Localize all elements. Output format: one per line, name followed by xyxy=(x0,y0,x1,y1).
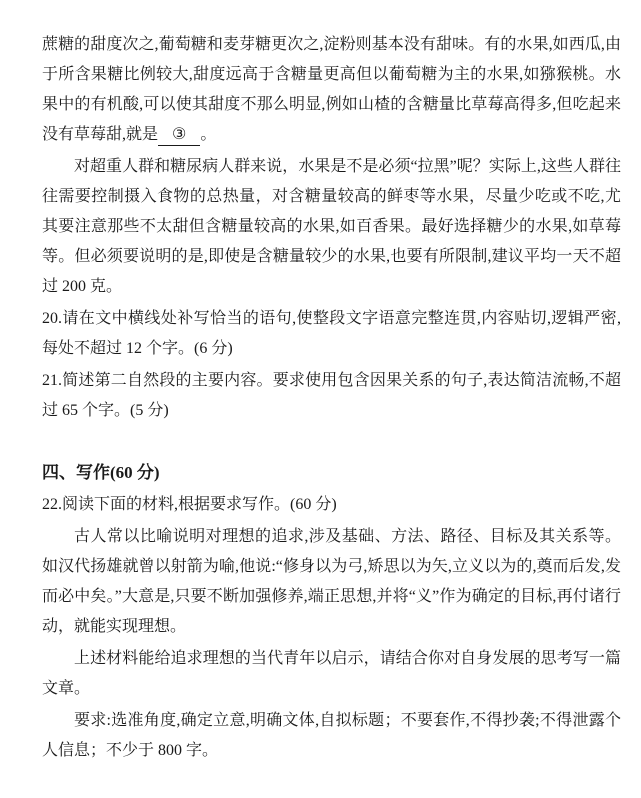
material-paragraph-1: 古人常以比喻说明对理想的追求,涉及基础、方法、路径、目标及其关系等。如汉代扬雄就曾以射箭为喻,他说:“修身以为弓,矫思以为矢,立义以为的,奠而后发,发而必中矣。”大意是,只要不断加强修养,端正思想,并将“义”作为确定的目标,再付诸行动，就能实现理想。 xyxy=(42,528,621,635)
passage-p1-period: 。 xyxy=(200,126,217,143)
passage-paragraph-1 xyxy=(42,30,621,150)
material-paragraph-2: 上述材料能给追求理想的当代青年以启示，请结合你对自身发展的思考写一篇文章。 xyxy=(42,650,621,697)
section-heading-writing: 四、写作(60 分) xyxy=(42,463,160,482)
question-21: 21.简述第二自然段的主要内容。要求使用包含因果关系的句子,表达简洁流畅,不超过 65 个字。(5 分) xyxy=(42,372,621,419)
question-22: 22.阅读下面的材料,根据要求写作。(60 分) xyxy=(42,496,337,513)
fill-in-blank-3 xyxy=(158,125,200,146)
passage-p1-text: 蔗糖的甜度次之,葡萄糖和麦芽糖更次之,淀粉则基本没有甜味。有的水果,如西瓜,由于所含果糖比例较大,甜度远高于含糖量更高但以葡萄糖为主的水果,如猕猴桃。水果中的有机酸,可以使其甜度不那么明显,例如山楂的含糖量比草莓高得多,但吃起来没有草莓甜,就是 xyxy=(42,36,621,143)
passage-paragraph-2: 对超重人群和糖尿病人群来说，水果是不是必须“拉黑”呢？实际上,这些人群往往需要控制摄入食物的总热量，对含糖量较高的鲜枣等水果，尽量少吃或不吃,尤其要注意那些不太甜但含糖量较高的水果,如百香果。最好选择糖少的水果,如草莓等。但必须要说明的是,即使是含糖量较少的水果,也要有所限制,建议平均一天不超过 200 克。 xyxy=(42,158,621,295)
requirements-paragraph: 要求:选准角度,确定立意,明确文体,自拟标题；不要套作,不得抄袭;不得泄露个人信息；不少于 800 字。 xyxy=(42,712,621,759)
question-20: 20.请在文中横线处补写恰当的语句,使整段文字语意完整连贯,内容贴切,逻辑严密,每处不超过 12 个字。(6 分) xyxy=(42,310,621,357)
blank-circled-number-3: ③ xyxy=(172,126,187,143)
